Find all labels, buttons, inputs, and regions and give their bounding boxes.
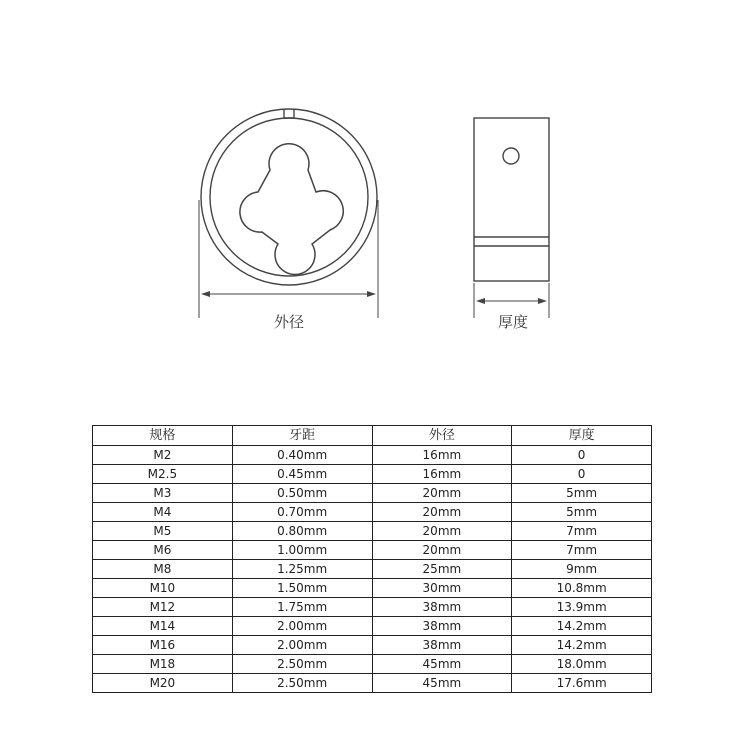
side-screw-hole [503,148,519,164]
table-row [93,446,652,465]
cell-diameter: 20mm [372,503,512,522]
die-slot [284,109,294,118]
cell-thickness: 7mm [512,541,652,560]
cell-pitch: 1.00mm [232,541,372,560]
cell-spec: M10 [93,579,233,598]
cell-spec: M4 [93,503,233,522]
cell-diameter: 45mm [372,655,512,674]
cell-thickness: 7mm [512,522,652,541]
cell-pitch: 0.45mm [232,465,372,484]
die-side-view [474,118,549,281]
cell-diameter: 30mm [372,579,512,598]
header-thickness: 厚度 [512,426,652,446]
cell-spec: M16 [93,636,233,655]
cell-diameter: 16mm [372,465,512,484]
table-row [93,636,652,655]
cell-pitch: 1.50mm [232,579,372,598]
cell-diameter: 25mm [372,560,512,579]
cell-diameter: 16mm [372,446,512,465]
header-diameter: 外径 [372,426,512,446]
cell-pitch: 0.80mm [232,522,372,541]
cell-diameter: 20mm [372,522,512,541]
die-inner-circle [210,118,368,276]
cell-thickness: 14.2mm [512,617,652,636]
header-spec: 规格 [93,426,233,446]
cell-thickness: 0 [512,465,652,484]
cell-pitch: 0.40mm [232,446,372,465]
cell-pitch: 1.75mm [232,598,372,617]
cell-thickness: 5mm [512,484,652,503]
spec-table [92,425,652,693]
table-body [93,446,652,693]
table-row [93,465,652,484]
table-row [93,674,652,693]
table-row [93,579,652,598]
cell-pitch: 2.00mm [232,617,372,636]
cell-thickness: 0 [512,446,652,465]
cell-thickness: 14.2mm [512,636,652,655]
table-row [93,560,652,579]
cell-thickness: 18.0mm [512,655,652,674]
die-front-view [201,109,377,285]
cell-diameter: 45mm [372,674,512,693]
diameter-label: 外径 [273,313,304,331]
cell-spec: M2.5 [93,465,233,484]
cell-spec: M6 [93,541,233,560]
table-row [93,484,652,503]
cell-pitch: 2.50mm [232,674,372,693]
table-row [93,617,652,636]
cell-diameter: 38mm [372,598,512,617]
cell-pitch: 0.70mm [232,503,372,522]
cell-pitch: 2.00mm [232,636,372,655]
cell-thickness: 17.6mm [512,674,652,693]
thickness-label: 厚度 [497,313,528,331]
die-thread-opening [240,144,343,275]
table-row [93,541,652,560]
table-header-row [93,426,652,446]
cell-pitch: 2.50mm [232,655,372,674]
cell-spec: M2 [93,446,233,465]
cell-diameter: 38mm [372,636,512,655]
cell-spec: M5 [93,522,233,541]
table-row [93,655,652,674]
cell-spec: M14 [93,617,233,636]
cell-thickness: 10.8mm [512,579,652,598]
cell-thickness: 13.9mm [512,598,652,617]
header-pitch: 牙距 [232,426,372,446]
cell-diameter: 20mm [372,541,512,560]
cell-thickness: 5mm [512,503,652,522]
cell-pitch: 0.50mm [232,484,372,503]
cell-diameter: 20mm [372,484,512,503]
cell-thickness: 9mm [512,560,652,579]
table-row [93,503,652,522]
cell-pitch: 1.25mm [232,560,372,579]
cell-spec: M18 [93,655,233,674]
cell-diameter: 38mm [372,617,512,636]
cell-spec: M3 [93,484,233,503]
cell-spec: M8 [93,560,233,579]
cell-spec: M12 [93,598,233,617]
die-outer-circle [201,109,377,285]
table-row [93,522,652,541]
cell-spec: M20 [93,674,233,693]
table-row [93,598,652,617]
